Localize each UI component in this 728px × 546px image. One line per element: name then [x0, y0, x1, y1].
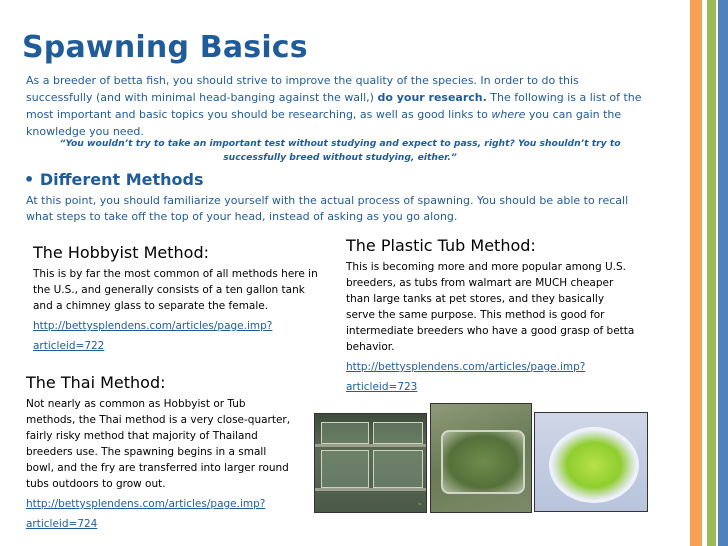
thai-link[interactable]: http://bettysplendens.com/articles/page.imp?articleid=724 [26, 498, 266, 530]
section-heading [24, 170, 204, 189]
decorative-stripes [684, 0, 728, 546]
hobbyist-link[interactable]: http://bettysplendens.com/articles/page.imp?articleid=722 [33, 320, 273, 352]
intro-italic: where [491, 108, 526, 121]
bullet: • [24, 170, 35, 189]
thai-body: Not nearly as common as Hobbyist or Tub methods, the Thai method is a very close-quarter, fairly risky method that majority of Thailand breeders use. The spawning begins in a small bowl, and the fry are transferred into larger round tubs outdoors to grow out. [26, 398, 291, 490]
quote: “You wouldn’t try to take an important test without studying and expect to pass, right? You shouldn’t try to successfully breed without studying, either.” [59, 138, 621, 163]
thai-method [26, 373, 296, 532]
intro-part3: you can gain the knowledge you need. [26, 108, 622, 138]
intro-paragraph [26, 72, 646, 140]
tub-heading: The Plastic Tub Method: [346, 236, 536, 255]
blue-stripe [718, 0, 728, 546]
section-text: At this point, you should familiarize yourself with the actual process of spawning. You should be able to recall what steps to take off the top of your head, instead of asking as you go along. [26, 194, 629, 223]
green-stripe [707, 0, 716, 546]
section-heading-text: Different Methods [39, 170, 204, 189]
tub-photo [430, 403, 532, 513]
bowl-photo [534, 412, 648, 512]
intro-part2: The following is a list of the most important and basic topics you should be researching, as well as good links to [26, 91, 642, 121]
tub-body: This is becoming more and more popular among U.S. breeders, as tubs from walmart are MUCH cheaper than large tanks at pet stores, and they basically serve the same purpose. This method is good for intermediate breeders who have a good grasp of betta behavior. [346, 261, 635, 353]
orange-stripe [690, 0, 702, 546]
intro-bold: do your research. [377, 91, 487, 104]
thai-heading: The Thai Method: [26, 373, 166, 392]
watermark-icon: ~ [417, 502, 422, 508]
tub-link[interactable]: http://bettysplendens.com/articles/page.imp?articleid=723 [346, 361, 586, 393]
plastic-tub-method [346, 236, 636, 395]
tank-photo [314, 413, 427, 513]
hobbyist-body: This is by far the most common of all methods here in the U.S., and generally consists of a ten gallon tank and a chimney glass to separate the female. [33, 268, 318, 312]
hobbyist-heading: The Hobbyist Method: [33, 243, 209, 262]
intro-part1: As a breeder of betta fish, you should strive to improve the quality of the species. In order to do this successfully (and with minimal head-banging against the wall,) [26, 74, 579, 104]
hobbyist-method [33, 243, 318, 354]
page-title: Spawning Basics [22, 30, 308, 65]
